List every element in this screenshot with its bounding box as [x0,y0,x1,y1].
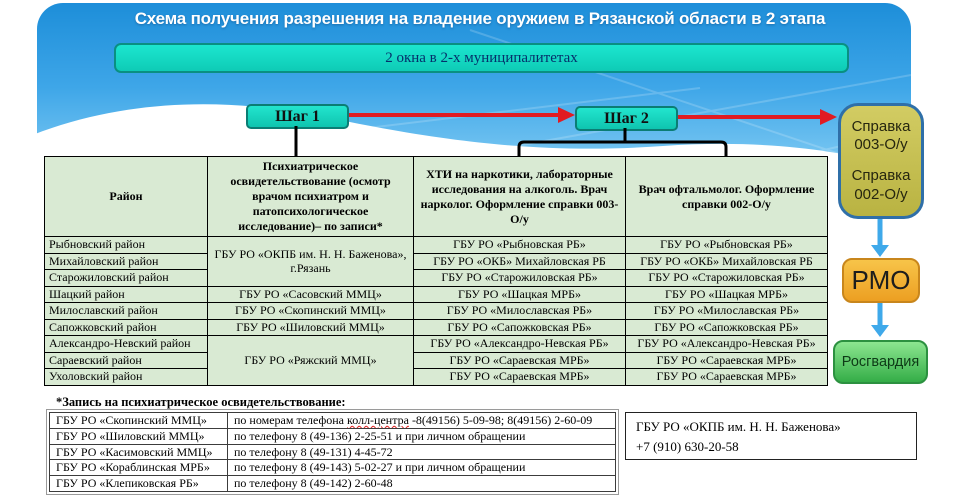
main-table-cell: ГБУ РО «Старожиловская РБ» [626,270,828,287]
main-table-cell: Милославский район [45,303,208,320]
contact-box [625,412,917,460]
table-row [45,319,828,336]
main-table-cell: ГБУ РО «Милославская РБ» [414,303,626,320]
main-table-cell: Сараевский район [45,352,208,369]
main-table-cell: ГБУ РО «Шиловский ММЦ» [208,319,414,336]
main-table [44,156,828,386]
contact-phone: +7 (910) 630-20-58 [636,438,739,454]
phone-table-body [50,413,616,492]
main-table-cell: ГБУ РО «ОКПБ им. Н. Н. Баженова», г.Рязань [208,237,414,287]
main-table-header-1: Психиатрическое освидетельствование (осмотр врачом психиатром и патопсихологическое исследование)– по записи* [208,157,414,237]
main-table-cell: Ухоловский район [45,369,208,386]
main-table-cell: ГБУ РО «Александро-Невская РБ» [626,336,828,353]
phone-table-cell: по телефону 8 (49-143) 5-02-27 и при личном обращении [228,460,616,476]
phone-table-row [50,476,616,492]
main-table-cell: ГБУ РО «Сараевская МРБ» [626,352,828,369]
main-table-cell: ГБУ РО «Сапожковская РБ» [414,319,626,336]
spravka-box [838,103,924,219]
main-table-cell: ГБУ РО «Рыбновская РБ» [414,237,626,254]
phone-table-cell: по телефону 8 (49-142) 2-60-48 [228,476,616,492]
step1-box: Шаг 1 [246,104,349,129]
main-table-cell: ГБУ РО «Сараевская МРБ» [414,369,626,386]
main-table-cell: Рыбновский район [45,237,208,254]
main-table-cell: ГБУ РО «Сараевская МРБ» [414,352,626,369]
main-table-header-3: Врач офтальмолог. Оформление справки 002-О/у [626,157,828,237]
phone-table-cell: ГБУ РО «Скопинский ММЦ» [50,413,228,429]
main-table-cell: ГБУ РО «Ряжский ММЦ» [208,336,414,386]
main-table-cell: ГБУ РО «Шацкая МРБ» [414,286,626,303]
table-row [45,253,828,270]
main-table-header-0: Район [45,157,208,237]
rosgvardia-box: Росгвардия [833,340,928,384]
main-table-cell: ГБУ РО «Сараевская МРБ» [626,369,828,386]
table-row [45,369,828,386]
phone-table [49,412,616,492]
main-table-cell: Старожиловский район [45,270,208,287]
spravka-003-label: Справка 003-О/у [851,117,911,154]
main-table-cell: ГБУ РО «Сапожковская РБ» [626,319,828,336]
table-row [45,286,828,303]
table-row [45,352,828,369]
phone-table-cell: по номерам телефона колл-центра -8(49156) 5-09-98; 8(49156) 2-60-09 [228,413,616,429]
main-table-cell: ГБУ РО «Рыбновская РБ» [626,237,828,254]
phone-table-cell: ГБУ РО «Касимовский ММЦ» [50,444,228,460]
main-table-cell: Сапожковский район [45,319,208,336]
table-row [45,336,828,353]
main-table-cell: Михайловский район [45,253,208,270]
spravka-002-label: Справка 002-О/у [851,167,911,203]
main-table-cell: ГБУ РО «Александро-Невская РБ» [414,336,626,353]
phone-table-cell: ГБУ РО «Клепиковская РБ» [50,476,228,492]
main-table-cell: ГБУ РО «Сасовский ММЦ» [208,286,414,303]
banner-2-windows: 2 окна в 2-х муниципалитетах [114,43,849,73]
phone-table-frame [46,409,619,495]
main-table-body [45,237,828,386]
main-table-cell: Александро-Невский район [45,336,208,353]
main-table-cell: ГБУ РО «ОКБ» Михайловская РБ [626,253,828,270]
page-title: Схема получения разрешения на владение оружием в Рязанской области в 2 этапа [134,9,826,28]
contact-name: ГБУ РО «ОКПБ им. Н. Н. Баженова» [636,419,841,434]
main-table-cell: ГБУ РО «Милославская РБ» [626,303,828,320]
footnote-title: *Запись на психиатрическое освидетельствование: [56,395,346,409]
main-table-head [45,157,828,237]
phone-table-row [50,413,616,429]
main-table-cell: ГБУ РО «Шацкая МРБ» [626,286,828,303]
phone-table-cell: ГБУ РО «Шиловский ММЦ» [50,428,228,444]
step2-box: Шаг 2 [575,106,678,131]
main-table-header-2: ХТИ на наркотики, лабораторные исследования на алкоголь. Врач нарколог. Оформление справки 003-О/у [414,157,626,237]
table-row [45,303,828,320]
phone-table-cell: по телефону 8 (49-131) 4-45-72 [228,444,616,460]
main-table-cell: ГБУ РО «Старожиловская РБ» [414,270,626,287]
table-row [45,270,828,287]
table-row [45,237,828,254]
phone-table-row [50,444,616,460]
phone-table-row [50,428,616,444]
phone-table-cell: по телефону 8 (49-136) 2-25-51 и при личном обращении [228,428,616,444]
main-table-cell: Шацкий район [45,286,208,303]
phone-table-row [50,460,616,476]
main-table-cell: ГБУ РО «Скопинский ММЦ» [208,303,414,320]
blue-arrow-rmo-rosgvardia [871,301,889,337]
rmo-box: РМО [842,258,920,303]
main-table-cell: ГБУ РО «ОКБ» Михайловская РБ [414,253,626,270]
phone-table-cell: ГБУ РО «Кораблинская МРБ» [50,460,228,476]
